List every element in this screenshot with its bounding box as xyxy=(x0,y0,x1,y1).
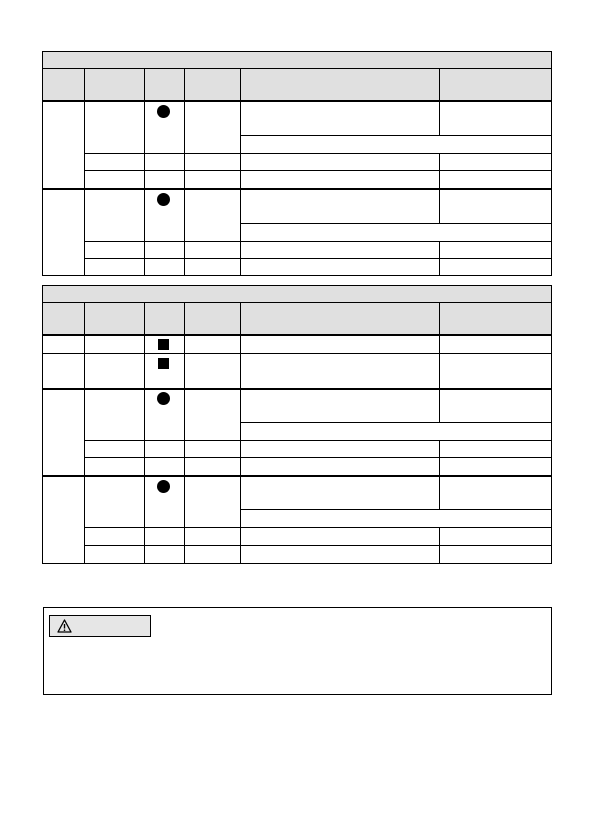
table-2 xyxy=(42,285,552,564)
table-rule xyxy=(184,302,185,564)
table-rule xyxy=(84,258,552,259)
table-1-title-bar xyxy=(42,51,552,70)
table-rule xyxy=(439,302,440,423)
warning-triangle-icon xyxy=(57,619,72,633)
table-rule xyxy=(84,68,85,276)
table-rule xyxy=(439,241,440,276)
table-rule xyxy=(84,545,552,546)
table-rule xyxy=(42,68,43,276)
table-rule xyxy=(439,68,440,136)
table-rule xyxy=(240,509,552,510)
table-rule xyxy=(240,68,241,276)
table-rule xyxy=(184,68,185,276)
table-rule xyxy=(42,302,43,564)
table-rule xyxy=(144,68,145,276)
table-rule xyxy=(551,68,552,276)
table-rule xyxy=(439,527,440,564)
table-rule xyxy=(42,475,552,477)
table-rule xyxy=(42,334,552,336)
table-rule xyxy=(439,475,440,510)
filled-square-icon xyxy=(158,339,169,350)
table-rule xyxy=(240,223,552,224)
table-rule xyxy=(439,153,440,188)
table-rule xyxy=(240,135,552,136)
filled-square-icon xyxy=(158,358,169,369)
table-rule xyxy=(84,170,552,171)
table-rule xyxy=(84,527,552,528)
filled-circle-icon xyxy=(157,193,170,206)
table-rule xyxy=(240,302,241,564)
table-rule xyxy=(42,353,552,354)
table-rule xyxy=(439,188,440,224)
table-rule xyxy=(240,422,552,423)
table-rule xyxy=(84,440,552,441)
table-rule xyxy=(551,302,552,564)
table-rule xyxy=(84,302,85,564)
table-rule xyxy=(439,440,440,476)
table-rule xyxy=(144,302,145,564)
filled-circle-icon xyxy=(157,480,170,493)
caution-box xyxy=(43,607,552,695)
table-2-column-header xyxy=(42,303,552,336)
table-rule xyxy=(42,388,552,390)
filled-circle-icon xyxy=(157,105,170,118)
table-rule xyxy=(42,275,552,276)
table-rule xyxy=(42,100,552,102)
table-rule xyxy=(84,457,552,458)
table-1 xyxy=(42,51,552,276)
table-rule xyxy=(42,188,552,190)
table-rule xyxy=(84,153,552,154)
table-2-title-bar xyxy=(42,285,552,304)
table-rule xyxy=(42,563,552,564)
filled-circle-icon xyxy=(157,392,170,405)
table-1-column-header xyxy=(42,69,552,102)
table-rule xyxy=(84,241,552,242)
caution-badge xyxy=(49,615,151,637)
